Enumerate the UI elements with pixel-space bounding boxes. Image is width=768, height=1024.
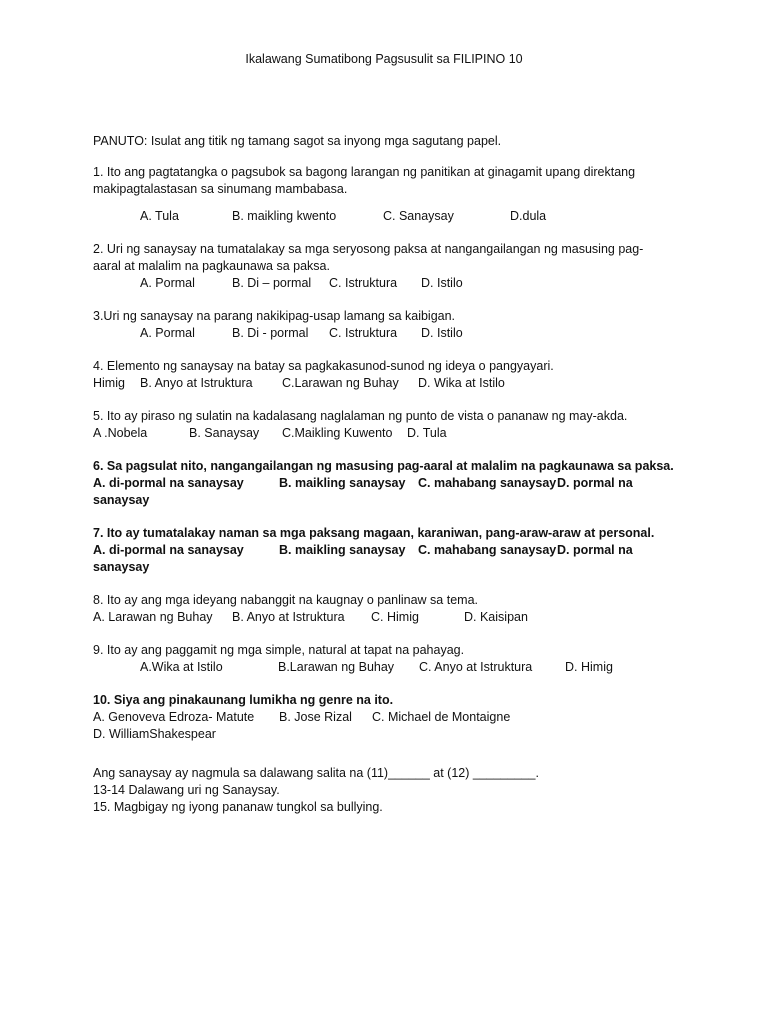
question-text: 9. Ito ay ang paggamit ng mga simple, natural at tapat na pahayag.	[93, 643, 465, 657]
option-a: A. di-pormal na sanaysay	[93, 476, 244, 490]
question-text: 8. Ito ay ang mga ideyang nabanggit na kaugnay o panlinaw sa tema.	[93, 593, 478, 607]
option-a: A. Pormal	[140, 326, 195, 340]
question-2	[93, 241, 673, 292]
option-b: B. Jose Rizal	[279, 710, 352, 724]
option-c: C. Anyo at Istruktura	[419, 660, 533, 674]
option-d: D. Wika at Istilo	[418, 376, 505, 390]
option-b: B.Larawan ng Buhay	[278, 660, 395, 674]
option-a: A. di-pormal na sanaysay	[93, 543, 244, 557]
option-b: B. Sanaysay	[189, 426, 260, 440]
page-title: Ikalawang Sumatibong Pagsusulit sa FILIPINO 10	[245, 52, 523, 66]
option-a: A. Larawan ng Buhay	[93, 610, 213, 624]
option-c: C. mahabang sanaysay	[418, 543, 557, 557]
option-d-wrap: sanaysay	[93, 560, 150, 574]
option-c: C. mahabang sanaysay	[418, 476, 557, 490]
question-text: 2. Uri ng sanaysay na tumatalakay sa mga seryosong paksa at nangangailangan ng masusing pag-	[93, 242, 644, 256]
options-row	[93, 542, 673, 559]
question-text: aaral at malalim na pagkaunawa sa paksa.	[93, 259, 330, 273]
option-d: D. Himig	[565, 660, 613, 674]
option-d: D. Tula	[407, 426, 447, 440]
option-b: B. Anyo at Istruktura	[232, 610, 345, 624]
option-b: B. maikling sanaysay	[279, 543, 406, 557]
option-a: A.Wika at Istilo	[140, 660, 223, 674]
question-10	[93, 692, 673, 743]
question-6	[93, 458, 673, 509]
fill-in-question: Ang sanaysay ay nagmula sa dalawang salita na (11)______ at (12) _________.	[93, 766, 539, 780]
question-text: 1. Ito ang pagtatangka o pagsubok sa bagong larangan ng panitikan at ginagamit upang direktang	[93, 165, 636, 179]
option-a: A. Pormal	[140, 276, 195, 290]
instruction-text: PANUTO: Isulat ang titik ng tamang sagot sa inyong mga sagutang papel.	[93, 134, 502, 148]
question-text: 6. Sa pagsulat nito, nangangailangan ng masusing pag-aaral at malalim na pagkaunawa sa paksa.	[93, 459, 674, 473]
option-d: D. Istilo	[421, 276, 463, 290]
question-15: 15. Magbigay ng iyong pananaw tungkol sa bullying.	[93, 800, 383, 814]
option-b: B. Anyo at Istruktura	[140, 376, 253, 390]
option-b: B. Di - pormal	[232, 326, 309, 340]
option-a: Himig	[93, 376, 125, 390]
options-row	[93, 475, 673, 492]
question-text: 10. Siya ang pinakaunang lumikha ng genre na ito.	[93, 693, 394, 707]
question-text: 4. Elemento ng sanaysay na batay sa pagkakasunod-sunod ng ideya o pangyayari.	[93, 359, 554, 373]
option-d-wrap: D. WilliamShakespear	[93, 727, 216, 741]
options-row	[93, 659, 673, 676]
option-b: B. maikling sanaysay	[279, 476, 406, 490]
options-row	[93, 609, 673, 626]
question-text: 5. Ito ay piraso ng sulatin na kadalasang naglalaman ng punto de vista o pananaw ng may-akda.	[93, 409, 628, 423]
option-a: A. Tula	[140, 209, 179, 223]
question-4	[93, 358, 673, 392]
options-row	[93, 275, 673, 292]
option-b: B. maikling kwento	[232, 209, 337, 223]
question-text: 3.Uri ng sanaysay na parang nakikipag-usap lamang sa kaibigan.	[93, 309, 456, 323]
instruction	[93, 133, 673, 150]
option-d: D. Kaisipan	[464, 610, 528, 624]
question-text: makipagtalastasan sa sinumang mambabasa.	[93, 182, 348, 196]
question-5	[93, 408, 673, 442]
option-a: A. Genoveva Edroza- Matute	[93, 710, 255, 724]
option-c: C. Istruktura	[329, 276, 398, 290]
option-d: D.dula	[510, 209, 547, 223]
question-13-14: 13-14 Dalawang uri ng Sanaysay.	[93, 783, 280, 797]
question-text: 7. Ito ay tumatalakay naman sa mga paksang magaan, karaniwan, pang-araw-araw at personal.	[93, 526, 655, 540]
option-a: A .Nobela	[93, 426, 148, 440]
exam-content	[93, 133, 673, 832]
question-7	[93, 525, 673, 576]
option-d-wrap: sanaysay	[93, 493, 150, 507]
question-1	[93, 164, 673, 225]
options-row	[93, 375, 673, 392]
options-row	[93, 325, 673, 342]
question-9	[93, 642, 673, 676]
options-row	[93, 208, 673, 225]
option-c: C. Sanaysay	[383, 209, 454, 223]
option-c: C. Himig	[371, 610, 419, 624]
option-d: D. Istilo	[421, 326, 463, 340]
final-section	[93, 765, 673, 816]
option-d: D. pormal na	[557, 476, 633, 490]
option-b: B. Di – pormal	[232, 276, 312, 290]
option-c: C. Istruktura	[329, 326, 398, 340]
question-8	[93, 592, 673, 626]
option-c: C.Larawan ng Buhay	[282, 376, 399, 390]
option-c: C.Maikling Kuwento	[282, 426, 393, 440]
option-d: D. pormal na	[557, 543, 633, 557]
options-row	[93, 425, 673, 442]
option-c: C. Michael de Montaigne	[372, 710, 511, 724]
question-3	[93, 308, 673, 342]
options-row	[93, 709, 673, 726]
